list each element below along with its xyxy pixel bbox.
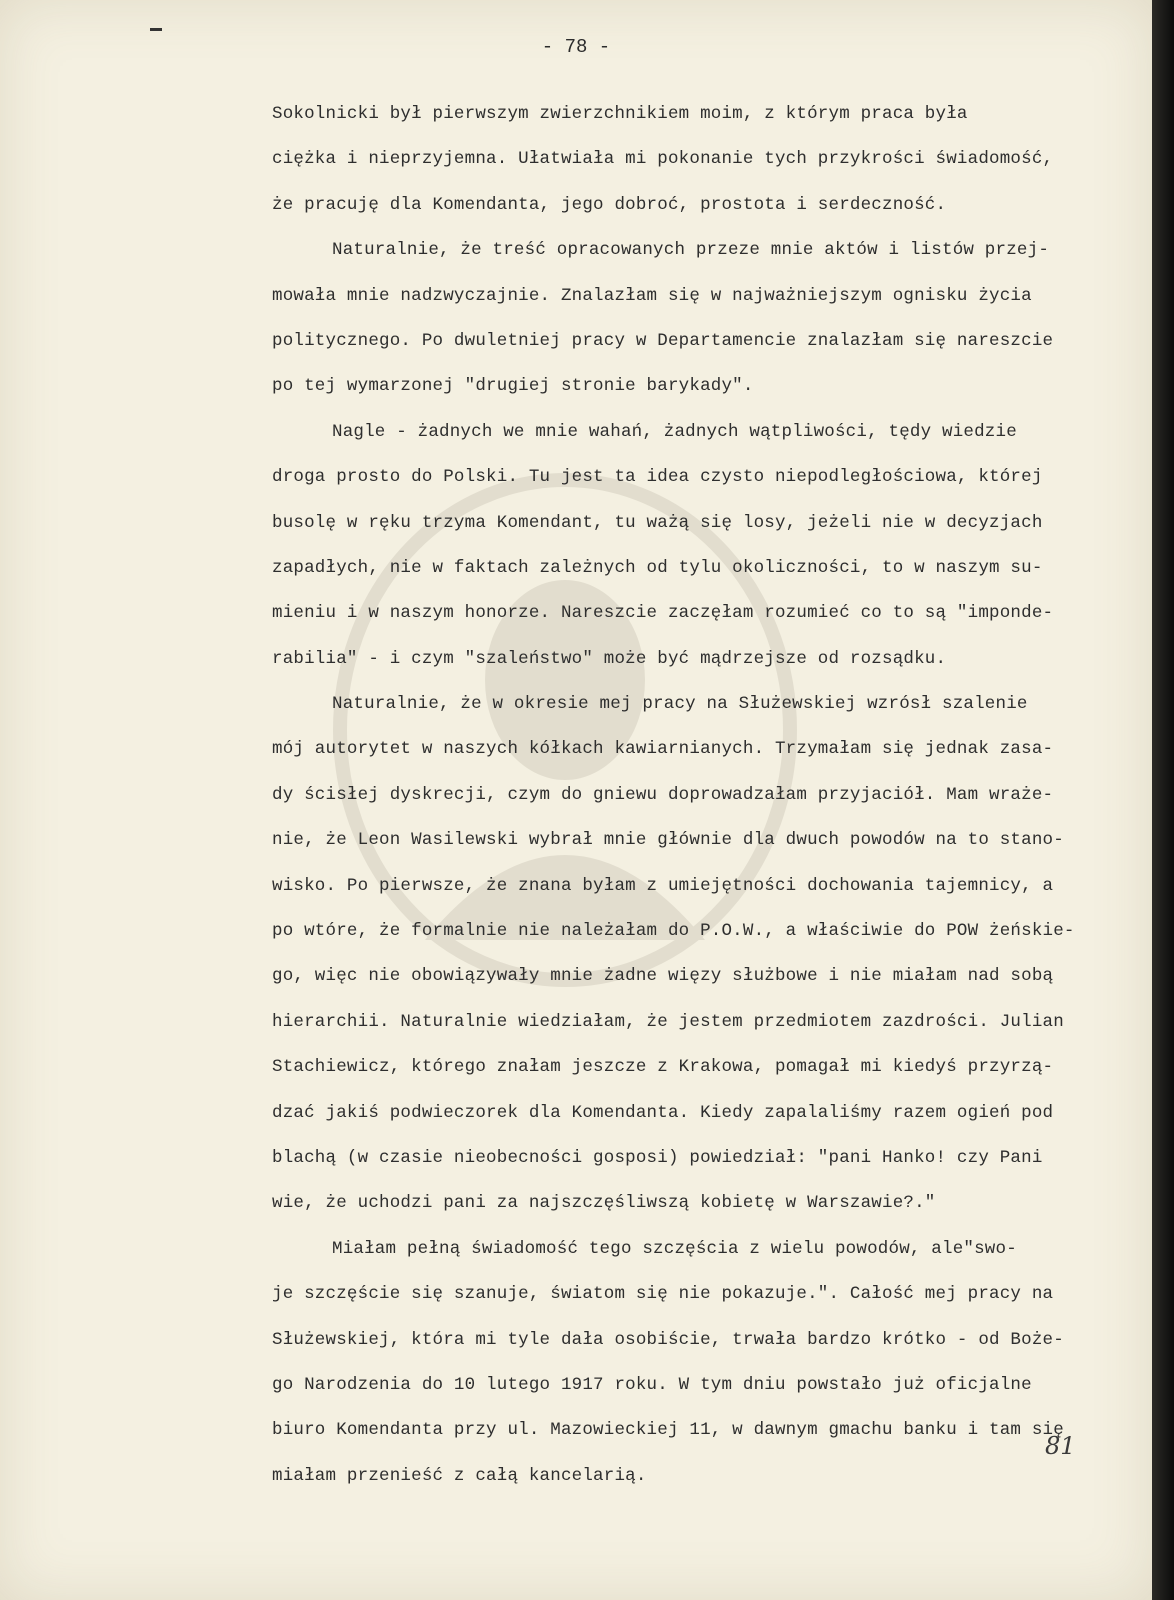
text-line: go Narodzenia do 10 lutego 1917 roku. W tym dniu powstało już oficjalne bbox=[272, 1374, 1032, 1395]
text-line: wie, że uchodzi pani za najszczęśliwszą kobietę w Warszawie?." bbox=[272, 1193, 936, 1214]
text-line: miałam przenieść z całą kancelarią. bbox=[272, 1465, 647, 1486]
scan-border bbox=[1152, 0, 1174, 1600]
typed-text bbox=[272, 92, 1102, 1499]
text-line: busolę w ręku trzyma Komendant, tu ważą się losy, jeżeli nie w decyzjach bbox=[272, 512, 1043, 533]
text-line: Sokolnicki był pierwszym zwierzchnikiem moim, z którym praca była bbox=[272, 104, 968, 124]
page-number: - 78 - bbox=[541, 36, 611, 58]
text-line: droga prosto do Polski. Tu jest ta idea czysto niepodległościowa, której bbox=[272, 467, 1043, 488]
text-line: Stachiewicz, którego znałam jeszcze z Krakowa, pomagał mi kiedyś przyrzą- bbox=[272, 1057, 1054, 1078]
text-line: Naturalnie, że treść opracowanych przeze mnie aktów i listów przej- bbox=[332, 240, 1050, 261]
text-line: Miałam pełną świadomość tego szczęścia z wielu powodów, ale"swo- bbox=[332, 1238, 1017, 1259]
text-line: nie, że Leon Wasilewski wybrał mnie głównie dla dwuch powodów na to stano- bbox=[272, 830, 1064, 851]
text-line: mieniu i w naszym honorze. Nareszcie zaczęłam rozumieć co to są "imponde- bbox=[272, 603, 1054, 624]
text-line: po wtóre, że formalnie nie należałam do P.O.W., a właściwie do POW żeńskie- bbox=[272, 921, 1075, 942]
text-line: Służewskiej, która mi tyle dała osobiście, trwała bardzo krótko - od Boże- bbox=[272, 1329, 1064, 1350]
text-line: Nagle - żadnych we mnie wahań, żadnych wątpliwości, tędy wiedzie bbox=[332, 421, 1017, 442]
text-line: dy ścisłej dyskrecji, czym do gniewu doprowadzałam przyjaciół. Mam wraże- bbox=[272, 784, 1054, 805]
text-line: mój autorytet w naszych kółkach kawiarnianych. Trzymałam się jednak zasa- bbox=[272, 739, 1054, 760]
ink-mark bbox=[150, 28, 162, 31]
text-line: dzać jakiś podwieczorek dla Komendanta. Kiedy zapalaliśmy razem ogień pod bbox=[272, 1102, 1054, 1123]
text-line: blachą (w czasie nieobecności gosposi) powiedział: "pani Hanko! czy Pani bbox=[272, 1147, 1043, 1168]
handwritten-page-note: 81 bbox=[1045, 1432, 1076, 1460]
text-line: wisko. Po pierwsze, że znana byłam z umiejętności dochowania tajemnicy, a bbox=[272, 875, 1054, 896]
text-line: zapadłych, nie w faktach zależnych od tylu okoliczności, to w naszym su- bbox=[272, 557, 1043, 578]
text-line: rabilia" - i czym "szaleństwo" może być mądrzejsze od rozsądku. bbox=[272, 648, 947, 669]
text-line: politycznego. Po dwuletniej pracy w Departamencie znalazłam się nareszcie bbox=[272, 330, 1054, 351]
text-line: je szczęście się szanuje, światom się nie pokazuje.". Całość mej pracy na bbox=[272, 1284, 1054, 1305]
text-line: mowała mnie nadzwyczajnie. Znalazłam się w najważniejszym ognisku życia bbox=[272, 285, 1032, 306]
text-line: ciężka i nieprzyjemna. Ułatwiała mi pokonanie tych przykrości świadomość, bbox=[272, 149, 1054, 170]
text-line: Naturalnie, że w okresie mej pracy na Służewskiej wzrósł szalenie bbox=[332, 694, 1028, 715]
text-line: po tej wymarzonej "drugiej stronie barykady". bbox=[272, 376, 754, 397]
text-line: biuro Komendanta przy ul. Mazowieckiej 11, w dawnym gmachu banku i tam się bbox=[272, 1420, 1064, 1441]
text-line: go, więc nie obowiązywały mnie żadne więzy służbowe i nie miałam nad sobą bbox=[272, 966, 1054, 987]
text-line: że pracuję dla Komendanta, jego dobroć, prostota i serdeczność. bbox=[272, 194, 947, 215]
text-line: hierarchii. Naturalnie wiedziałam, że jestem przedmiotem zazdrości. Julian bbox=[272, 1011, 1064, 1032]
